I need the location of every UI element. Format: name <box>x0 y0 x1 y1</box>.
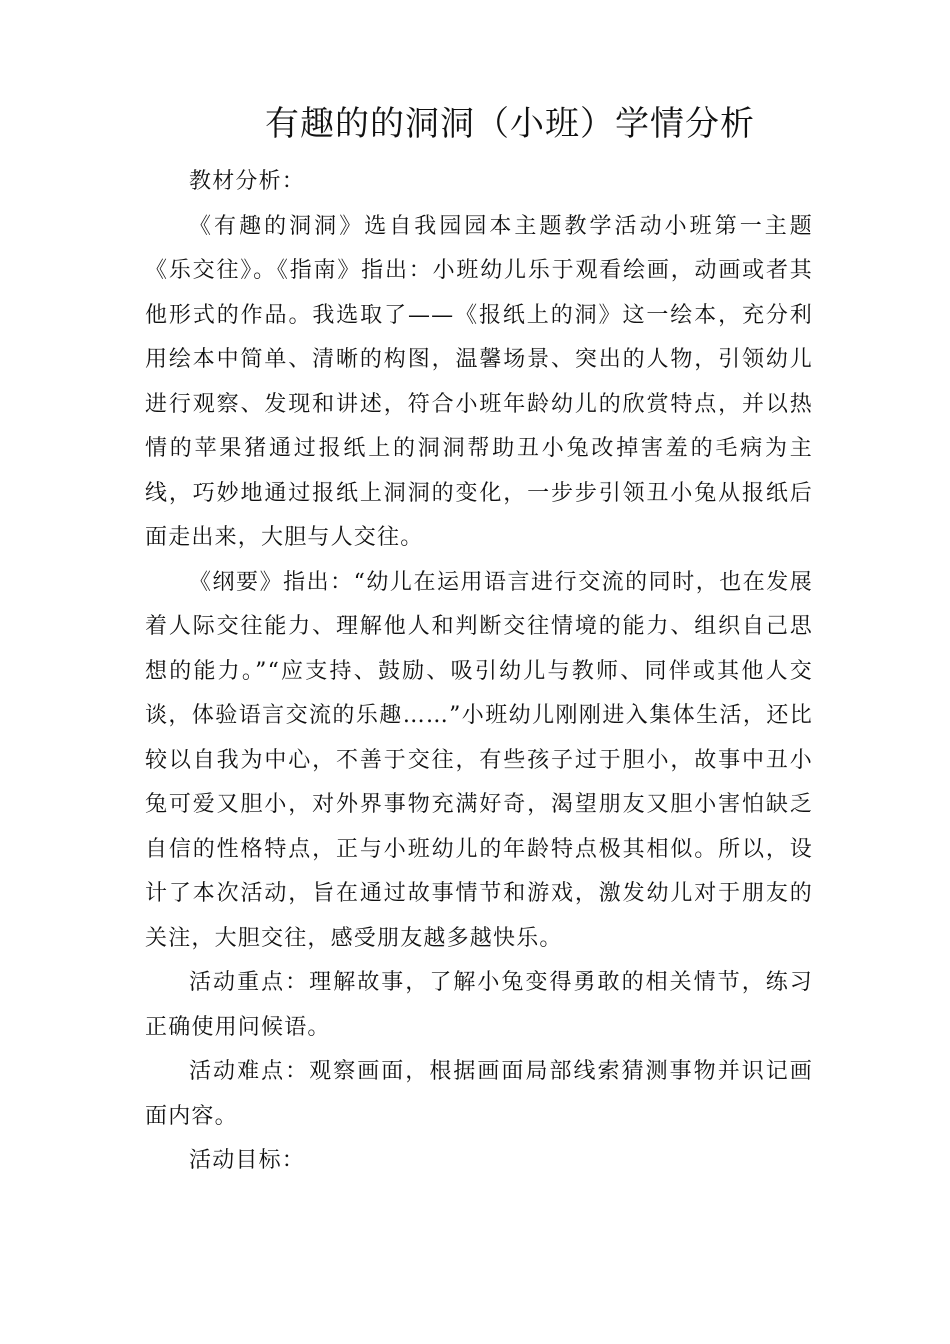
paragraph-textbook-analysis-heading: 教材分析： <box>189 169 306 194</box>
paragraph-difficulties: 活动难点：观察画面，根据画面局部线索猜测事物并识记画面内容。 <box>145 1059 813 1129</box>
paragraph-key-points: 活动重点：理解故事，了解小兔变得勇敢的相关情节，练习正确使用问候语。 <box>145 970 813 1040</box>
paragraph-textbook-analysis: 《有趣的洞洞》选自我园园本主题教学活动小班第一主题《乐交往》。《指南》指出：小班幼儿乐于观看绘画，动画或者其他形式的作品。我选取了——《报纸上的洞》这一绘本，充分利用绘本中简单、清晰的构图，温馨场景、突出的人物，引领幼儿进行观察、发现和讲述，符合小班年龄幼儿的欣赏特点，并以热情的苹果猪通过报纸上的洞洞帮助丑小兔改掉害羞的毛病为主线，巧妙地通过报纸上洞洞的变化，一步步引领丑小兔从报纸后面走出来，大胆与人交往。 <box>145 213 813 550</box>
document-body <box>145 160 813 1184</box>
document-title: 有趣的的洞洞（小班）学情分析 <box>265 104 755 144</box>
paragraph-objectives-heading: 活动目标： <box>189 1148 306 1173</box>
paragraph-outline-quote: 《纲要》指出：“幼儿在运用语言进行交流的同时，也在发展着人际交往能力、理解他人和判断交往情境的能力、组织自己思想的能力。”“应支持、鼓励、吸引幼儿与教师、同伴或其他人交谈，体验语言交流的乐趣……”小班幼儿刚刚进入集体生活，还比较以自我为中心，不善于交往，有些孩子过于胆小，故事中丑小兔可爱又胆小，对外界事物充满好奇，渴望朋友又胆小害怕缺乏自信的性格特点，正与小班幼儿的年龄特点极其相似。所以，设计了本次活动，旨在通过故事情节和游戏，激发幼儿对于朋友的关注，大胆交往，感受朋友越多越快乐。 <box>145 569 813 951</box>
